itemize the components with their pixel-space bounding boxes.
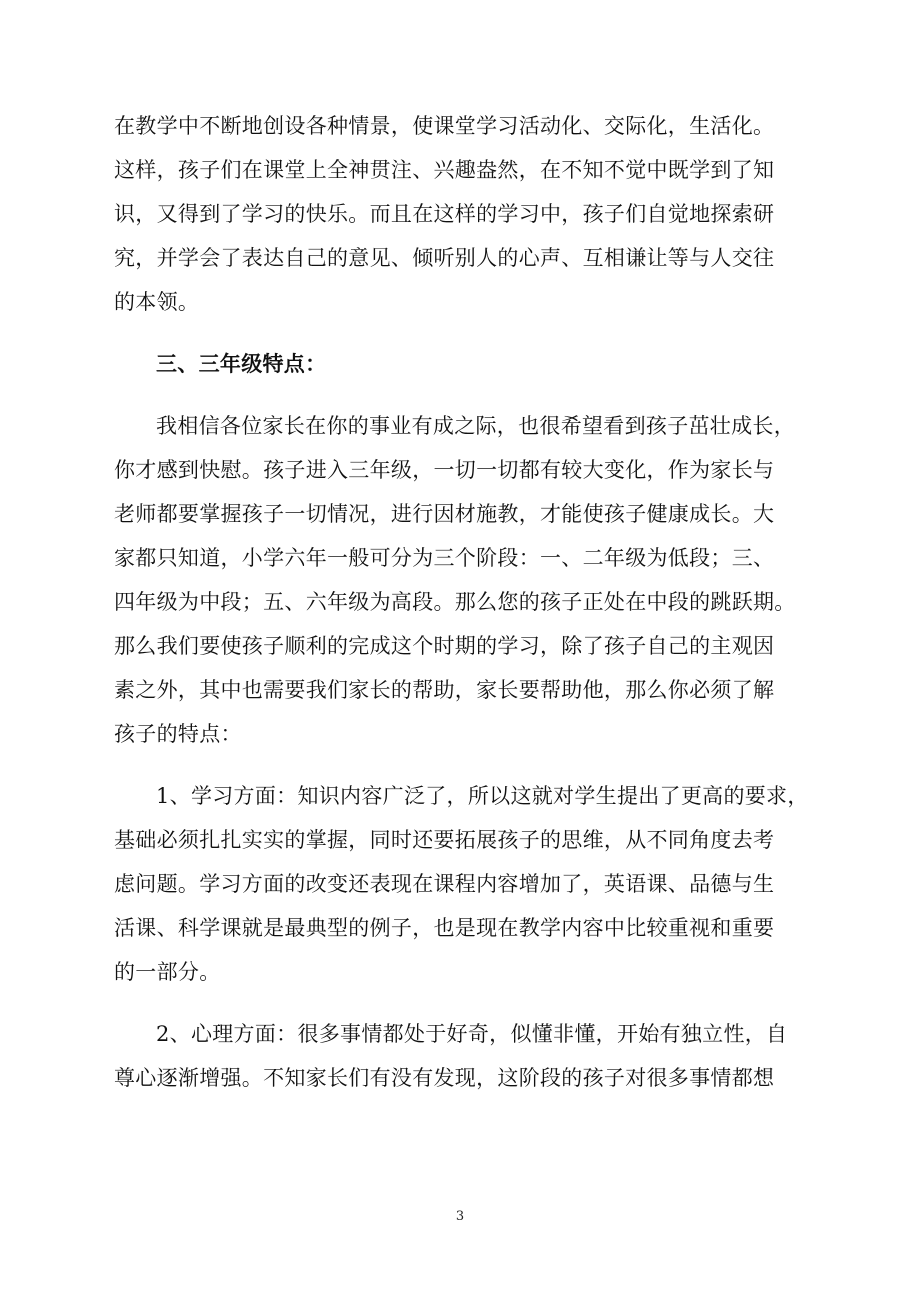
document-body bbox=[114, 104, 814, 1100]
text-line: 2、心理方面：很多事情都处于好奇，似懂非懂，开始有独立性，自 bbox=[156, 1022, 788, 1046]
paragraph-continuation bbox=[114, 104, 814, 324]
text-line: 基础必须扎扎实实的掌握，同时还要拓展孩子的思维，从不同角度去考 bbox=[114, 828, 775, 852]
text-line: 我相信各位家长在你的事业有成之际，也很希望看到孩子茁壮成长， bbox=[156, 414, 795, 438]
text-line: 尊心逐渐增强。不知家长们有没有发现，这阶段的孩子对很多事情都想 bbox=[114, 1066, 775, 1090]
paragraph-gap bbox=[114, 324, 814, 342]
text-line: 你才感到快慰。孩子进入三年级，一切一切都有较大变化，作为家长与 bbox=[114, 458, 775, 482]
text-line: 识，又得到了学习的快乐。而且在这样的学习中，孩子们自觉地探索研 bbox=[114, 202, 775, 226]
paragraph-gap bbox=[114, 386, 814, 404]
text-line: 活课、科学课就是最典型的例子，也是现在教学内容中比较重视和重要 bbox=[114, 916, 775, 940]
page-number: 3 bbox=[455, 1209, 465, 1224]
text-line: 老师都要掌握孩子一切情况，进行因材施教，才能使孩子健康成长。大 bbox=[114, 502, 775, 526]
text-line: 的本领。 bbox=[114, 290, 200, 314]
paragraph-learning bbox=[114, 774, 814, 994]
paragraph-gap bbox=[114, 994, 814, 1012]
text-line: 素之外，其中也需要我们家长的帮助，家长要帮助他，那么你必须了解 bbox=[114, 678, 775, 702]
paragraph-intro bbox=[114, 404, 814, 756]
text-line: 那么我们要使孩子顺利的完成这个时期的学习，除了孩子自己的主观因 bbox=[114, 634, 775, 658]
text-line: 究，并学会了表达自己的意见、倾听别人的心声、互相谦让等与人交往 bbox=[114, 246, 775, 270]
text-line: 孩子的特点： bbox=[114, 722, 242, 746]
paragraph-psychology bbox=[114, 1012, 814, 1100]
text-line: 虑问题。学习方面的改变还表现在课程内容增加了，英语课、品德与生 bbox=[114, 872, 775, 896]
heading-text: 三、三年级特点： bbox=[156, 352, 327, 376]
text-line: 在教学中不断地创设各种情景，使课堂学习活动化、交际化，生活化。 bbox=[114, 114, 775, 138]
text-line: 家都只知道，小学六年一般可分为三个阶段：一、二年级为低段；三、 bbox=[114, 546, 775, 570]
text-line: 四年级为中段；五、六年级为高段。那么您的孩子正处在中段的跳跃期。 bbox=[114, 590, 796, 614]
text-line: 的一部分。 bbox=[114, 960, 221, 984]
text-line: 1、学习方面：知识内容广泛了，所以这就对学生提出了更高的要求， bbox=[156, 784, 809, 808]
section-heading bbox=[114, 342, 814, 386]
text-line: 这样，孩子们在课堂上全神贯注、兴趣盎然，在不知不觉中既学到了知 bbox=[114, 158, 775, 182]
paragraph-gap bbox=[114, 756, 814, 774]
